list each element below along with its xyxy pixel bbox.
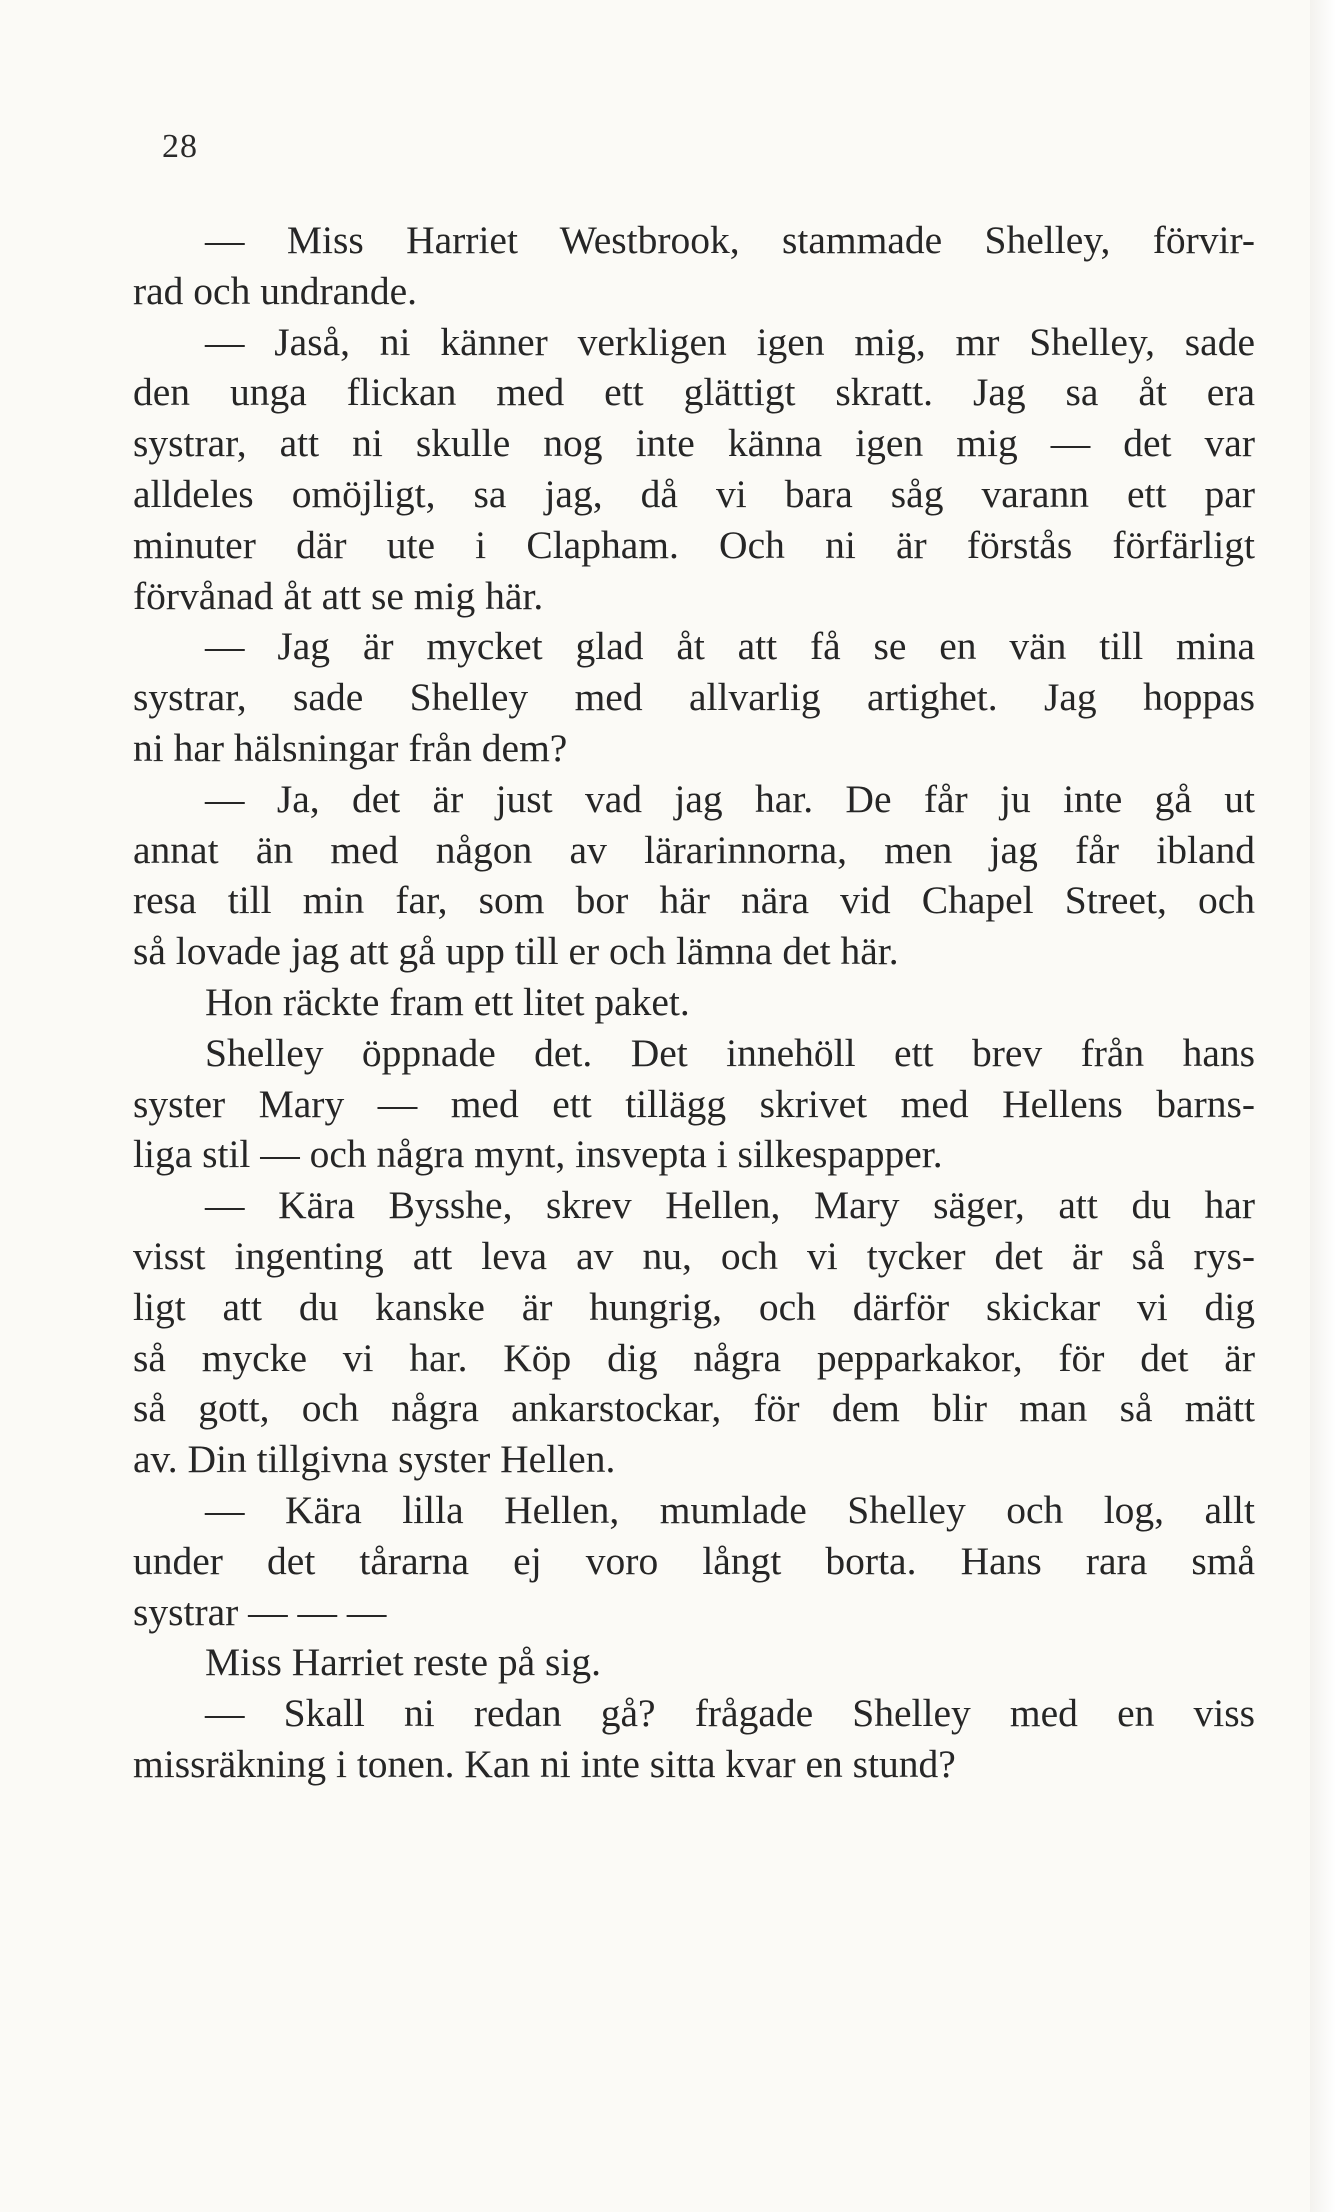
page-edge: [1310, 0, 1336, 2212]
text-line: — Jag är mycket glad åt att få se en vän till mina: [205, 624, 1255, 669]
text-line: visst ingenting att leva av nu, och vi tycker det är så rys-: [133, 1233, 1255, 1278]
text-line: — Ja, det är just vad jag har. De får ju inte gå ut: [205, 776, 1255, 821]
text-line: förvånad åt att se mig här.: [133, 573, 544, 618]
paragraph: [133, 317, 1255, 622]
text-line: av. Din tillgivna syster Hellen.: [133, 1437, 616, 1482]
text-line: — Kära lilla Hellen, mumlade Shelley och log, allt: [205, 1487, 1255, 1532]
text-line: under det tårarna ej voro långt borta. Hans rara små: [133, 1538, 1255, 1583]
text-line: systrar, sade Shelley med allvarlig artighet. Jag hoppas: [133, 675, 1255, 720]
paragraph: [133, 977, 1255, 1028]
text-line: så gott, och några ankarstockar, för dem blir man så mätt: [133, 1386, 1255, 1431]
text-line: liga stil — och några mynt, insvepta i silkespapper.: [133, 1132, 943, 1177]
paragraph: [133, 1028, 1255, 1180]
text-line: — Skall ni redan gå? frågade Shelley med en viss: [205, 1691, 1255, 1736]
text-line: alldeles omöjligt, sa jag, då vi bara såg varann ett par: [133, 471, 1255, 516]
text-line: — Kära Bysshe, skrev Hellen, Mary säger, att du har: [205, 1183, 1255, 1228]
text-line: — Jaså, ni känner verkligen igen mig, mr Shelley, sade: [205, 319, 1255, 364]
page-body-text: [133, 215, 1255, 1790]
text-line: resa till min far, som bor här nära vid Chapel Street, och: [133, 878, 1255, 923]
text-line: missräkning i tonen. Kan ni inte sitta kvar en stund?: [133, 1741, 956, 1786]
paragraph: [133, 1688, 1255, 1790]
text-line: systrar — — —: [133, 1589, 387, 1634]
text-line: annat än med någon av lärarinnorna, men jag får ibland: [133, 827, 1255, 872]
paragraph: [133, 621, 1255, 773]
page-number: 28: [162, 128, 198, 165]
paragraph: [133, 774, 1255, 977]
text-line: Shelley öppnade det. Det innehöll ett brev från hans: [205, 1030, 1255, 1075]
text-line: rad och undrande.: [133, 268, 418, 313]
text-line: — Miss Harriet Westbrook, stammade Shelley, förvir-: [205, 218, 1255, 262]
text-line: så lovade jag att gå upp till er och lämna det här.: [133, 929, 899, 974]
text-line: ligt att du kanske är hungrig, och därför skickar vi dig: [133, 1284, 1255, 1329]
paragraph: [133, 215, 1255, 317]
text-line: ni har hälsningar från dem?: [133, 725, 568, 770]
paragraph: [133, 1637, 1255, 1688]
text-line: den unga flickan med ett glättigt skratt. Jag sa åt era: [133, 370, 1255, 415]
paragraph: [133, 1180, 1255, 1485]
text-line: så mycke vi har. Köp dig några pepparkakor, för det är: [133, 1335, 1255, 1380]
text-line: Hon räckte fram ett litet paket.: [205, 979, 690, 1024]
text-line: systrar, att ni skulle nog inte känna igen mig — det var: [133, 421, 1255, 466]
text-line: minuter där ute i Clapham. Och ni är förstås förfärligt: [133, 522, 1255, 567]
paragraph: [133, 1485, 1255, 1637]
text-line: syster Mary — med ett tillägg skrivet med Hellens barns-: [133, 1081, 1255, 1126]
text-line: Miss Harriet reste på sig.: [205, 1640, 602, 1685]
